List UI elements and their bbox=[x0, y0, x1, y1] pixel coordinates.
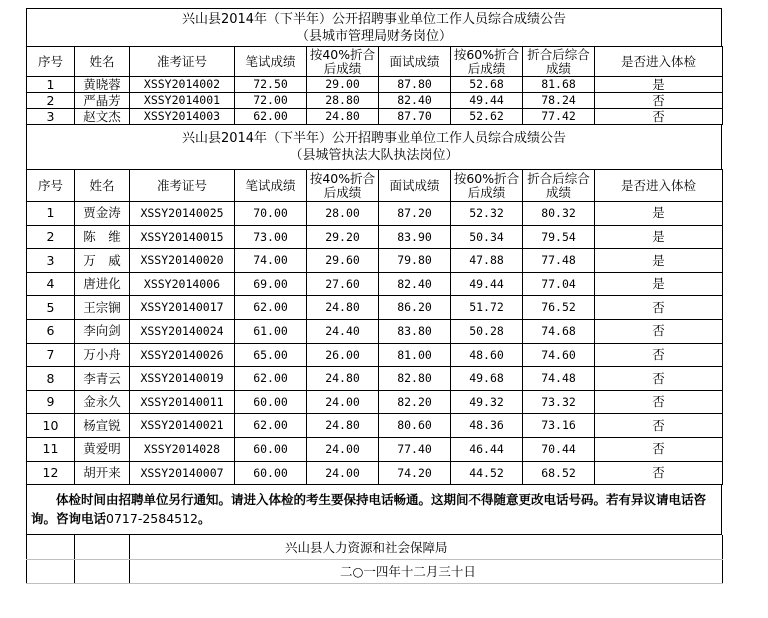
table-cell: 胡开来 bbox=[75, 461, 130, 485]
table-cell: 81.00 bbox=[379, 343, 451, 367]
table-cell: 否 bbox=[595, 109, 723, 125]
table-cell: 否 bbox=[595, 414, 723, 438]
table-cell: 87.70 bbox=[379, 109, 451, 125]
table-cell: 49.32 bbox=[451, 390, 523, 414]
table-cell: 77.48 bbox=[523, 249, 595, 273]
table-cell: 24.80 bbox=[307, 367, 379, 391]
table-cell: 46.44 bbox=[451, 437, 523, 461]
table-cell: 1 bbox=[27, 202, 75, 226]
section1-title-line1: 兴山县2014年（下半年）公开招聘事业单位工作人员综合成绩公告 bbox=[181, 12, 567, 27]
table-row bbox=[27, 461, 723, 485]
table-row bbox=[27, 272, 723, 296]
table-cell: 48.36 bbox=[451, 414, 523, 438]
table-cell: 9 bbox=[27, 390, 75, 414]
column-header: 按60%折合后成绩 bbox=[451, 47, 523, 77]
section2-header-row bbox=[27, 170, 723, 202]
table-cell: 5 bbox=[27, 296, 75, 320]
table-cell: 77.04 bbox=[523, 272, 595, 296]
table-cell: 否 bbox=[595, 343, 723, 367]
table-cell: 62.00 bbox=[235, 414, 307, 438]
score-announcement-sheet bbox=[26, 8, 722, 584]
table-row bbox=[27, 343, 723, 367]
table-cell: 27.60 bbox=[307, 272, 379, 296]
column-header: 序号 bbox=[27, 47, 75, 77]
table-cell: 62.00 bbox=[235, 109, 307, 125]
medical-check-notice bbox=[26, 485, 722, 535]
table-cell: 2 bbox=[27, 225, 75, 249]
table-cell: 29.20 bbox=[307, 225, 379, 249]
section2-title-line1: 兴山县2014年（下半年）公开招聘事业单位工作人员综合成绩公告 bbox=[181, 131, 567, 146]
table-cell: XSSY20140024 bbox=[130, 319, 235, 343]
table-row bbox=[27, 77, 723, 93]
table-cell: 74.48 bbox=[523, 367, 595, 391]
table-cell: 陈 维 bbox=[75, 225, 130, 249]
table-cell: 24.00 bbox=[307, 390, 379, 414]
table-cell: XSSY2014003 bbox=[130, 109, 235, 125]
table-cell: 82.20 bbox=[379, 390, 451, 414]
table-cell: XSSY20140025 bbox=[130, 202, 235, 226]
table-cell: 82.40 bbox=[379, 272, 451, 296]
notice-end: 。 bbox=[198, 511, 211, 527]
table-cell: 3 bbox=[27, 249, 75, 273]
footer-signature bbox=[26, 535, 723, 584]
table-cell: 72.00 bbox=[235, 93, 307, 109]
table-cell: 严晶芳 bbox=[75, 93, 130, 109]
table-cell: 12 bbox=[27, 461, 75, 485]
table-cell: 60.00 bbox=[235, 461, 307, 485]
table-cell: 79.80 bbox=[379, 249, 451, 273]
table-cell: 60.00 bbox=[235, 390, 307, 414]
section1-score-table bbox=[26, 46, 723, 125]
table-cell: 24.00 bbox=[307, 461, 379, 485]
table-cell: 70.00 bbox=[235, 202, 307, 226]
table-cell: 24.00 bbox=[307, 437, 379, 461]
column-header: 按60%折合后成绩 bbox=[451, 170, 523, 202]
table-cell: 65.00 bbox=[235, 343, 307, 367]
table-cell: 74.20 bbox=[379, 461, 451, 485]
table-cell: 24.80 bbox=[307, 296, 379, 320]
table-cell: 74.00 bbox=[235, 249, 307, 273]
table-cell: 28.00 bbox=[307, 202, 379, 226]
table-cell: 是 bbox=[595, 249, 723, 273]
table-cell: XSSY20140021 bbox=[130, 414, 235, 438]
column-header: 笔试成绩 bbox=[235, 47, 307, 77]
table-cell: 87.80 bbox=[379, 77, 451, 93]
table-cell: 黄晓蓉 bbox=[75, 77, 130, 93]
section1-header-row bbox=[27, 47, 723, 77]
table-cell: 是 bbox=[595, 77, 723, 93]
table-cell: 4 bbox=[27, 272, 75, 296]
section1-title-line2: （县城市管理局财务岗位） bbox=[295, 29, 452, 44]
table-row bbox=[27, 414, 723, 438]
table-cell: 69.00 bbox=[235, 272, 307, 296]
table-cell: 李青云 bbox=[75, 367, 130, 391]
table-cell: 28.80 bbox=[307, 93, 379, 109]
table-cell: 52.32 bbox=[451, 202, 523, 226]
table-cell: 否 bbox=[595, 437, 723, 461]
table-cell: 74.68 bbox=[523, 319, 595, 343]
table-cell: 6 bbox=[27, 319, 75, 343]
table-cell: 62.00 bbox=[235, 367, 307, 391]
table-cell: 44.52 bbox=[451, 461, 523, 485]
table-cell: 52.62 bbox=[451, 109, 523, 125]
column-header: 准考证号 bbox=[130, 47, 235, 77]
table-row bbox=[27, 109, 723, 125]
table-cell: 万 威 bbox=[75, 249, 130, 273]
table-cell: 50.34 bbox=[451, 225, 523, 249]
column-header: 按40%折合后成绩 bbox=[307, 170, 379, 202]
issue-date: 二○一四年十二月三十日 bbox=[130, 559, 723, 583]
table-row bbox=[27, 437, 723, 461]
table-cell: 唐进化 bbox=[75, 272, 130, 296]
table-cell: 万小舟 bbox=[75, 343, 130, 367]
table-row bbox=[27, 390, 723, 414]
table-cell: 8 bbox=[27, 367, 75, 391]
table-cell: 73.00 bbox=[235, 225, 307, 249]
table-cell: 82.80 bbox=[379, 367, 451, 391]
table-cell: 79.54 bbox=[523, 225, 595, 249]
column-header: 按40%折合后成绩 bbox=[307, 47, 379, 77]
table-cell: 82.40 bbox=[379, 93, 451, 109]
column-header: 是否进入体检 bbox=[595, 47, 723, 77]
table-cell: 29.00 bbox=[307, 77, 379, 93]
table-cell: 87.20 bbox=[379, 202, 451, 226]
table-cell: 83.80 bbox=[379, 319, 451, 343]
table-cell: 杨宣锐 bbox=[75, 414, 130, 438]
table-cell: 86.20 bbox=[379, 296, 451, 320]
table-cell: XSSY20140015 bbox=[130, 225, 235, 249]
table-cell: 24.40 bbox=[307, 319, 379, 343]
column-header: 准考证号 bbox=[130, 170, 235, 202]
table-cell: 49.68 bbox=[451, 367, 523, 391]
table-cell: 否 bbox=[595, 367, 723, 391]
table-cell: 48.60 bbox=[451, 343, 523, 367]
table-cell: 11 bbox=[27, 437, 75, 461]
table-cell: XSSY20140020 bbox=[130, 249, 235, 273]
table-cell: 76.52 bbox=[523, 296, 595, 320]
table-cell: 81.68 bbox=[523, 77, 595, 93]
table-cell: 51.72 bbox=[451, 296, 523, 320]
table-cell: 80.32 bbox=[523, 202, 595, 226]
column-header: 姓名 bbox=[75, 170, 130, 202]
table-cell: 70.44 bbox=[523, 437, 595, 461]
issuer-name: 兴山县人力资源和社会保障局 bbox=[130, 535, 723, 559]
column-header: 折合后综合成绩 bbox=[523, 170, 595, 202]
table-cell: 61.00 bbox=[235, 319, 307, 343]
table-cell: 68.52 bbox=[523, 461, 595, 485]
table-cell: XSSY20140007 bbox=[130, 461, 235, 485]
table-row bbox=[27, 367, 723, 391]
column-header: 姓名 bbox=[75, 47, 130, 77]
notice-phone: 0717-2584512 bbox=[106, 511, 199, 527]
table-cell: XSSY2014001 bbox=[130, 93, 235, 109]
table-row bbox=[27, 319, 723, 343]
table-cell: 49.44 bbox=[451, 272, 523, 296]
table-cell: XSSY2014028 bbox=[130, 437, 235, 461]
table-cell: 王宗锎 bbox=[75, 296, 130, 320]
table-cell: 24.80 bbox=[307, 414, 379, 438]
column-header: 序号 bbox=[27, 170, 75, 202]
table-cell: XSSY2014006 bbox=[130, 272, 235, 296]
column-header: 面试成绩 bbox=[379, 170, 451, 202]
table-row bbox=[27, 93, 723, 109]
table-cell: 62.00 bbox=[235, 296, 307, 320]
table-row bbox=[27, 249, 723, 273]
column-header: 面试成绩 bbox=[379, 47, 451, 77]
table-cell: 52.68 bbox=[451, 77, 523, 93]
table-cell: 7 bbox=[27, 343, 75, 367]
table-cell: 50.28 bbox=[451, 319, 523, 343]
table-cell: 1 bbox=[27, 77, 75, 93]
table-cell: 黄爱明 bbox=[75, 437, 130, 461]
table-cell: 26.00 bbox=[307, 343, 379, 367]
table-row bbox=[27, 225, 723, 249]
table-cell: 李向剑 bbox=[75, 319, 130, 343]
column-header: 是否进入体检 bbox=[595, 170, 723, 202]
table-cell: 77.42 bbox=[523, 109, 595, 125]
table-row bbox=[27, 202, 723, 226]
table-cell: 83.90 bbox=[379, 225, 451, 249]
table-cell: 49.44 bbox=[451, 93, 523, 109]
table-cell: 2 bbox=[27, 93, 75, 109]
table-cell: 80.60 bbox=[379, 414, 451, 438]
table-cell: 72.50 bbox=[235, 77, 307, 93]
table-cell: 是 bbox=[595, 202, 723, 226]
table-cell: 3 bbox=[27, 109, 75, 125]
table-cell: 否 bbox=[595, 93, 723, 109]
column-header: 笔试成绩 bbox=[235, 170, 307, 202]
table-cell: XSSY20140011 bbox=[130, 390, 235, 414]
table-cell: XSSY20140026 bbox=[130, 343, 235, 367]
notice-text: 体检时间由招聘单位另行通知。请进入体检的考生要保持电话畅通。这期间不得随意更改电话号码。若有异议请电话咨询。咨询电话 bbox=[31, 492, 707, 527]
table-cell: 否 bbox=[595, 390, 723, 414]
table-cell: 贾金涛 bbox=[75, 202, 130, 226]
table-cell: 47.88 bbox=[451, 249, 523, 273]
table-cell: 60.00 bbox=[235, 437, 307, 461]
table-cell: 否 bbox=[595, 296, 723, 320]
table-cell: XSSY20140019 bbox=[130, 367, 235, 391]
table-cell: XSSY2014002 bbox=[130, 77, 235, 93]
section2-title-line2: （县城管执法大队执法岗位） bbox=[289, 148, 459, 163]
table-cell: 78.24 bbox=[523, 93, 595, 109]
table-cell: 10 bbox=[27, 414, 75, 438]
table-cell: 73.16 bbox=[523, 414, 595, 438]
table-cell: 赵文杰 bbox=[75, 109, 130, 125]
table-cell: 24.80 bbox=[307, 109, 379, 125]
column-header: 折合后综合成绩 bbox=[523, 47, 595, 77]
table-cell: 否 bbox=[595, 319, 723, 343]
table-row bbox=[27, 296, 723, 320]
section2-title bbox=[26, 125, 722, 169]
section1-title bbox=[26, 8, 722, 46]
table-cell: 29.60 bbox=[307, 249, 379, 273]
table-cell: 是 bbox=[595, 225, 723, 249]
section2-score-table bbox=[26, 169, 723, 485]
table-cell: 77.40 bbox=[379, 437, 451, 461]
table-cell: 否 bbox=[595, 461, 723, 485]
table-cell: XSSY20140017 bbox=[130, 296, 235, 320]
table-cell: 金永久 bbox=[75, 390, 130, 414]
table-cell: 是 bbox=[595, 272, 723, 296]
table-cell: 73.32 bbox=[523, 390, 595, 414]
table-cell: 74.60 bbox=[523, 343, 595, 367]
